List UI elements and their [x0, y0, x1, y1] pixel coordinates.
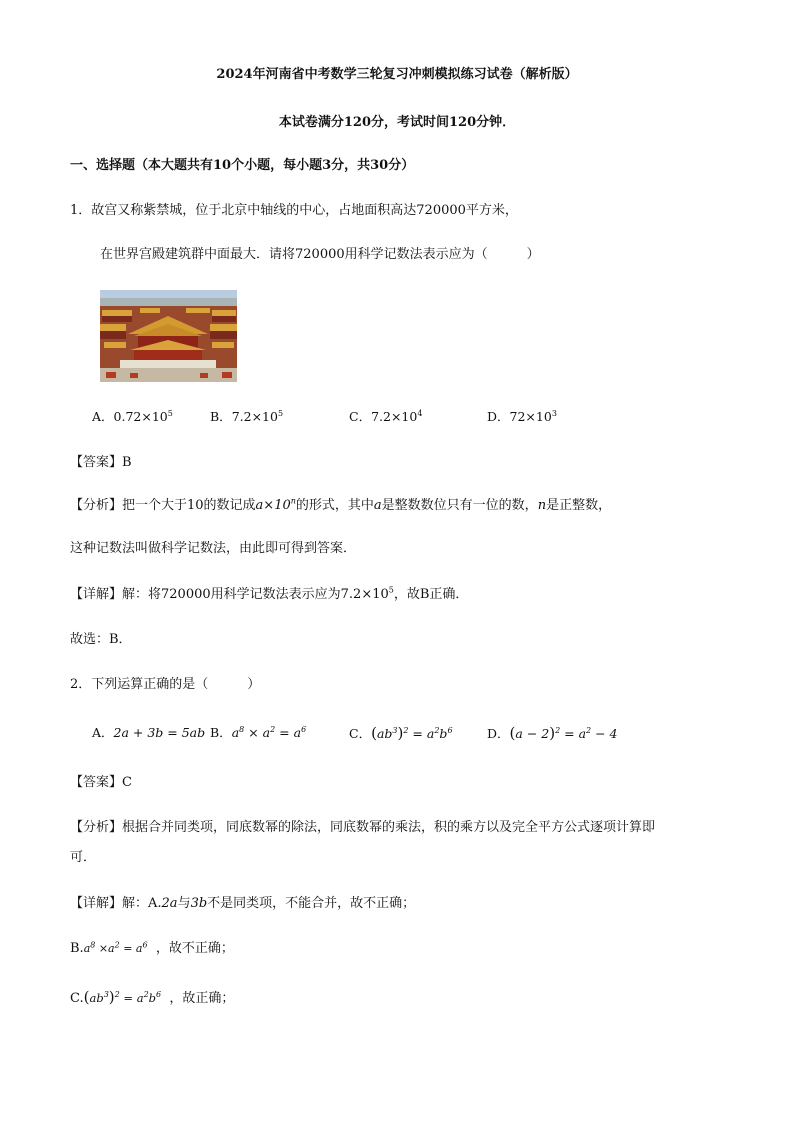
- doc-title: 2024年河南省中考数学三轮复习冲刺模拟练习试卷（解析版）: [216, 67, 578, 82]
- forbidden-city-illustration: [100, 290, 237, 382]
- q1-analysis-line1: 【分析】把一个大于10的数记成$a\times 10^n$的形式，其中a是整数数位只有一位的数，n是正整数，: [70, 496, 612, 513]
- q2-option-d[interactable]: D．$(a - 2)^2 = a^2 - 4$: [487, 724, 618, 742]
- q2-answer: 【答案】C: [70, 775, 132, 790]
- q2-detail-b: $B.a^8 \times a^2 = a^6$ ，故不正确；: [70, 940, 234, 956]
- q1-choose: 故选：B．: [70, 632, 132, 647]
- q2-option-a[interactable]: A．2a + 3b = 5ab: [92, 725, 206, 740]
- var-a: a: [373, 498, 382, 513]
- q1-stem-line2: 在世界宫殿建筑群中面最大．请将720000用科学记数法表示应为（ ）: [100, 247, 540, 262]
- q2-analysis-line1: 【分析】根据合并同类项，同底数幂的除法，同底数幂的乘法，积的乘方以及完全平方公式逐项计算即: [70, 820, 656, 835]
- q1-option-c[interactable]: C．$7.2\times 10^4$: [349, 408, 423, 424]
- q1-option-d[interactable]: D．$72\times 10^3$: [487, 408, 557, 424]
- q1-stem-line1: 1．故宫又称紫禁城，位于北京中轴线的中心，占地面积高达720000平方米，: [70, 203, 518, 218]
- doc-subtitle: 本试卷满分120分，考试时间120分钟．: [278, 115, 516, 130]
- formula-a-times-10n: $a\times 10^n$: [255, 496, 296, 513]
- var-n: n: [537, 498, 547, 513]
- q1-option-b[interactable]: B．$7.2\times 10^5$: [210, 408, 284, 424]
- q2-option-b[interactable]: B．$a^8 \times a^2 = a^6$: [210, 724, 307, 740]
- forbidden-city-image: [100, 290, 237, 382]
- q2-detail-c: $C.(ab^3)^2 = a^2b^6$ ，故正确；: [70, 988, 235, 1006]
- q1-option-a[interactable]: A．$0.72\times 10^5$: [92, 408, 173, 424]
- q2-analysis-line2: 可．: [70, 850, 97, 865]
- q1-analysis-line2: 这种记数法叫做科学记数法，由此即可得到答案．: [70, 541, 357, 556]
- q1-detail: 【详解】解：将720000用科学记数法表示应为$7.2\times 10^5$，故B正确．: [70, 585, 469, 602]
- q2-option-c[interactable]: C．$(ab^3)^2 = a^2b^6$: [349, 724, 453, 742]
- q2-detail-a: 【详解】解：A.2a与3b不是同类项，不能合并，故不正确；: [70, 896, 416, 911]
- q2-stem: 2．下列运算正确的是（ ）: [70, 677, 261, 692]
- q1-answer: 【答案】B: [70, 455, 132, 470]
- section-heading: 一、选择题（本大题共有10个小题，每小题3分，共30分）: [70, 158, 415, 173]
